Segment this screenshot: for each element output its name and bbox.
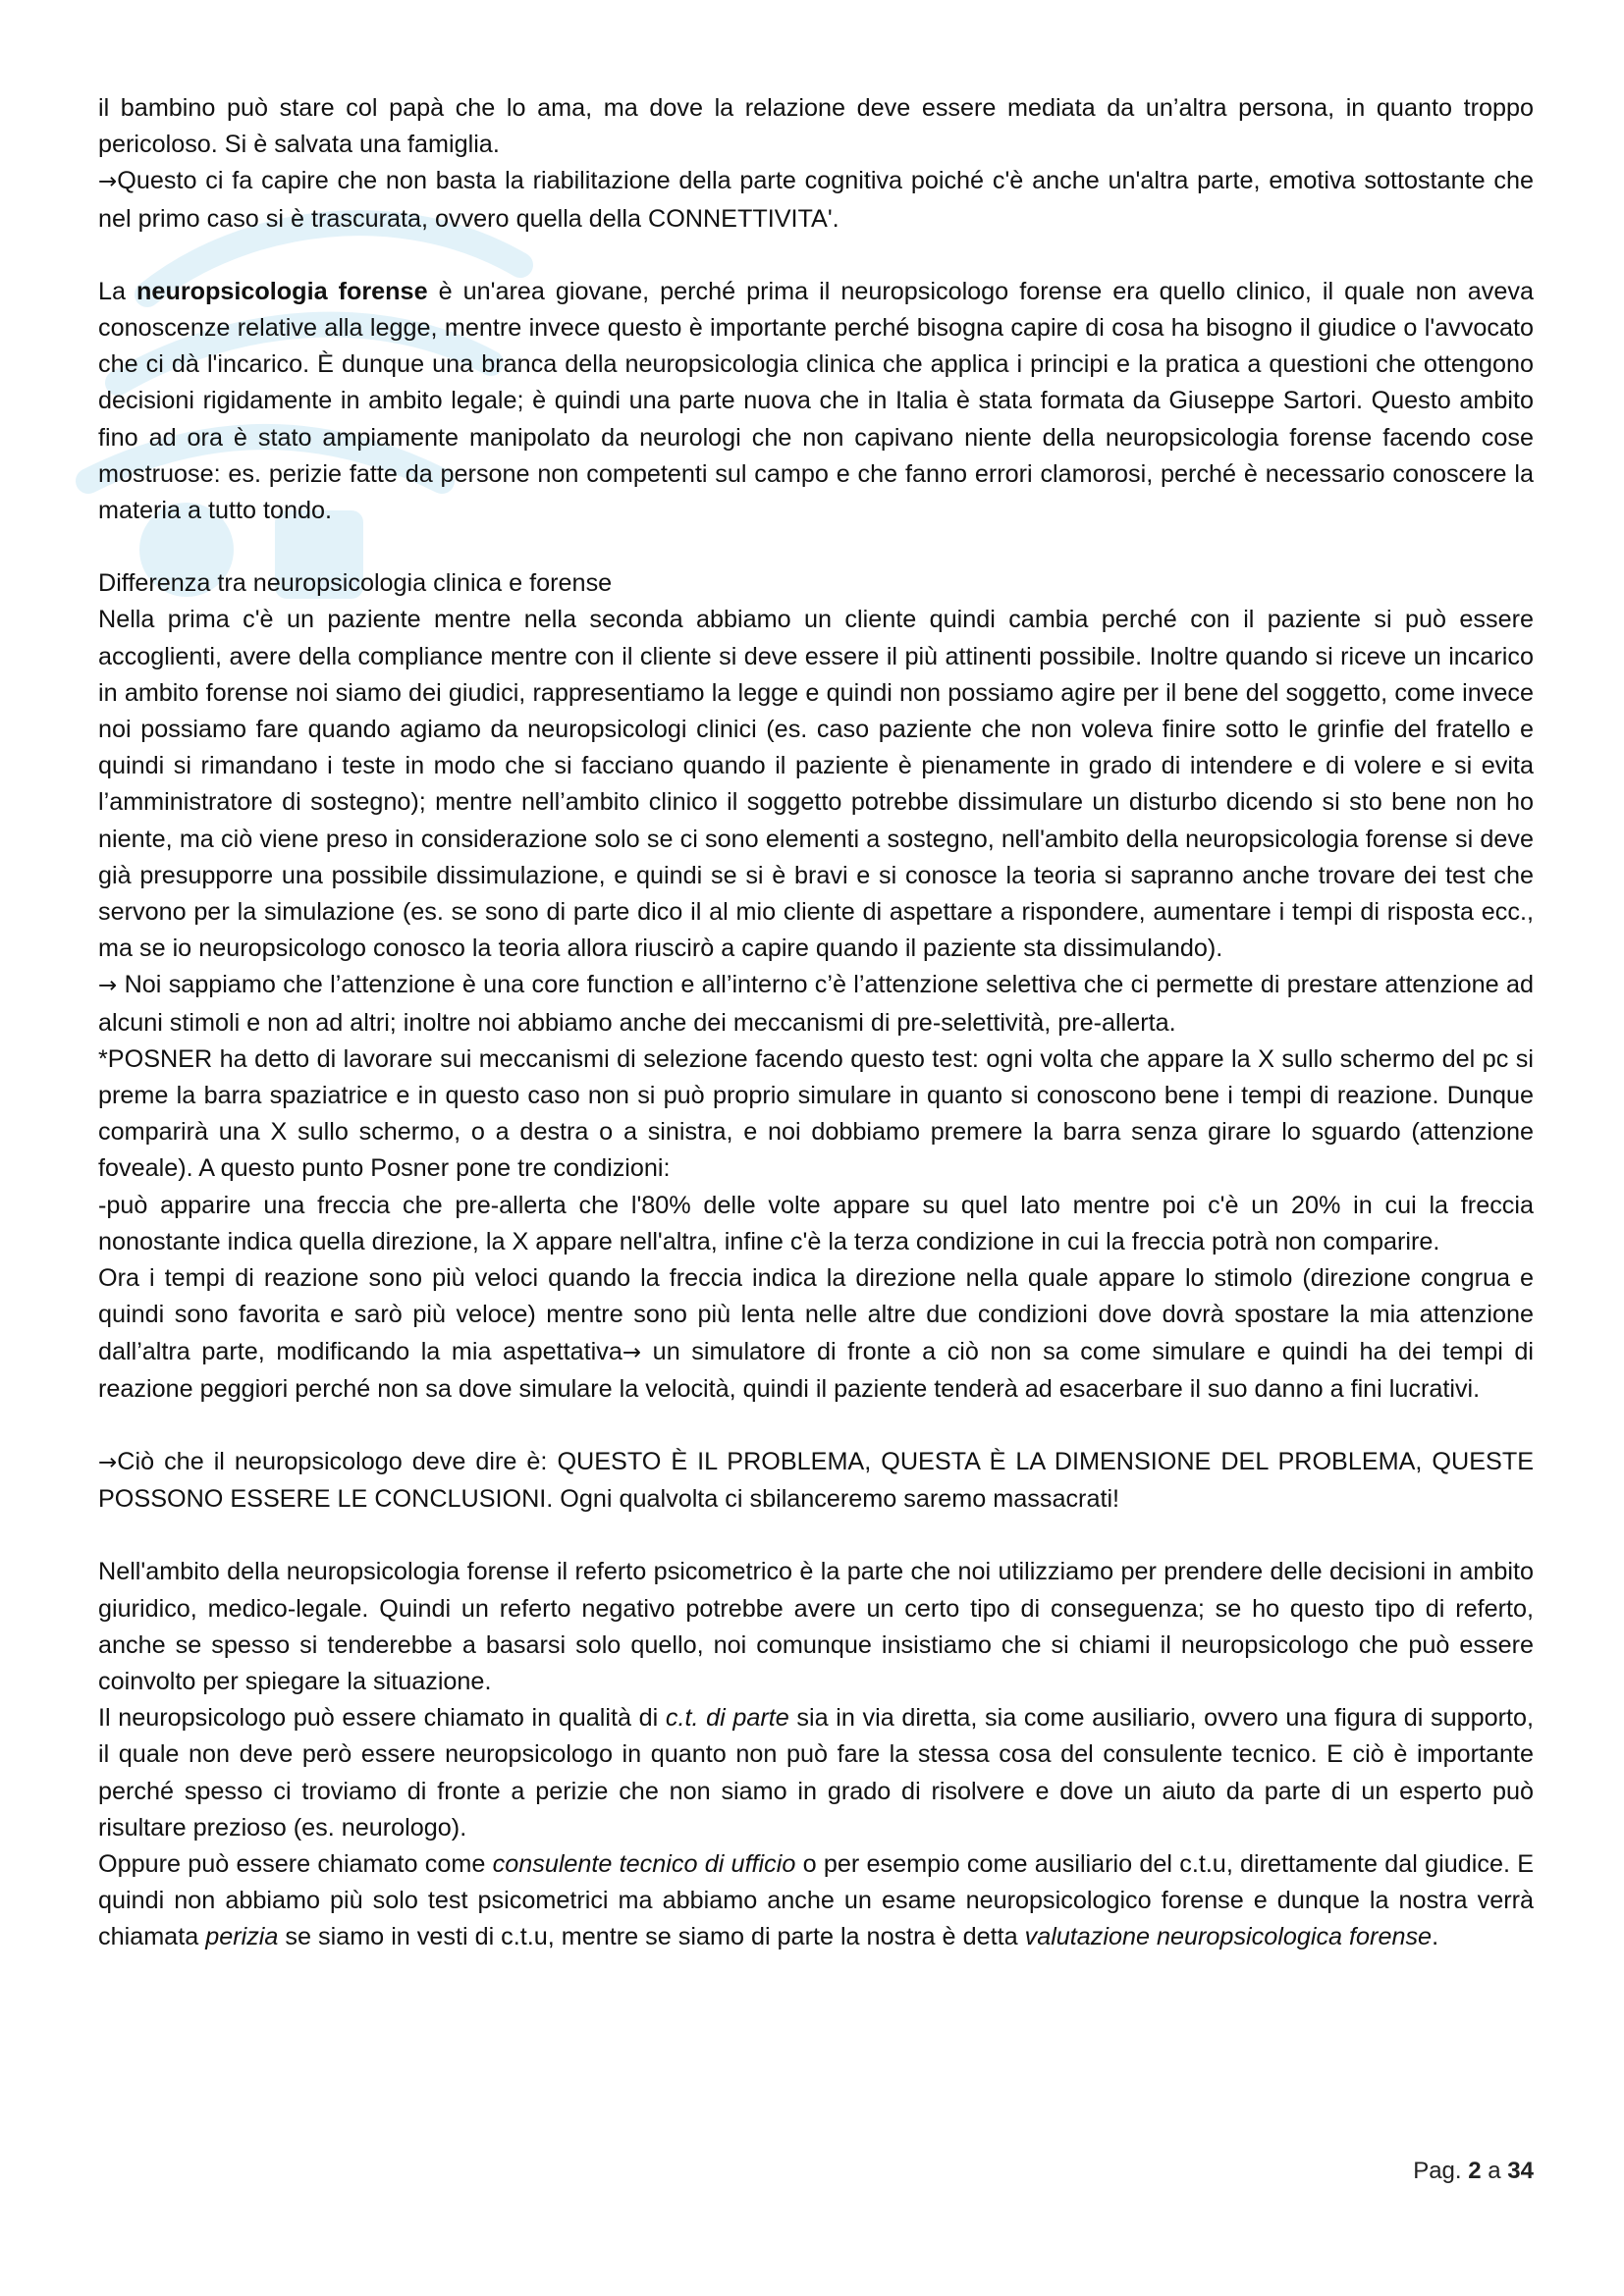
section-heading-difference: Differenza tra neuropsicologia clinica e forense (98, 569, 613, 598)
document-body (98, 90, 1534, 1956)
text-intro-prefix: La (98, 277, 137, 305)
paragraph-difference: Nella prima c'è un paziente mentre nella seconda abbiamo un cliente quindi cambia perché con il paziente si può essere accoglienti, avere della compliance mentre con il cliente si deve essere il più attinenti possibile. Inoltre quando si riceve un incarico in ambito forense noi siamo dei giudici, rappresentiamo la legge e quindi non possiamo agire per il bene del soggetto, come invece noi possiamo fare quando agiamo da neuropsicologi clinici (es. caso paziente che non voleva finire sotto le grinfie del fratello e quindi si rimandano i teste in modo che si facciano quando il paziente è pienamente in grado di intendere e di volere e si evita l’amministratore di sostegno); mentre nell’ambito clinico il soggetto potrebbe dissimulare un disturbo dicendo si sto bene non ho niente, ma ciò viene preso in considerazione solo se ci sono elementi a sostegno, nell'ambito della neuropsicologia forense si deve già presupporre una possibile dissimulazione, e quindi se si è bravi e si conosce la teoria si sapranno anche trovare dei test che servono per la simulazione (es. se sono di parte dico il al mio cliente di aspettare a rispondere, aumentare i tempi di risposta ecc., ma se io neuropsicologo conosco la teoria allora riuscirò a capire quando il paziente sta dissimulando). (98, 606, 1534, 963)
current-page: 2 (1468, 2158, 1482, 2184)
page-sep: a (1481, 2158, 1508, 2184)
text-ctu-mid2: se siamo in vesti di c.t.u, mentre se siamo di parte la nostra è detta (278, 1923, 1025, 1951)
paragraph-conditions: -può apparire una freccia che pre-allerta che l'80% delle volte appare su quel lato mentre poi c'è un 20% in cui la freccia nonostante indica quella direzione, la X appare nell'altra, infine c'è la terza condizione in cui la freccia potrà non comparire. (98, 1191, 1534, 1255)
term-valutazione: valutazione neuropsicologica forense (1024, 1923, 1433, 1951)
total-pages: 34 (1507, 2158, 1534, 2184)
text-reaction-post: un simulatore di fronte a ciò non sa come simulare e quindi ha dei tempi di reazione peggiori perché non sa dove simulare la velocità, quindi il paziente tenderà ad esacerbare il suo danno a fini lucrativi. (98, 1337, 1534, 1403)
text-ct-prefix: Il neuropsicologo può essere chiamato in qualità di (98, 1704, 666, 1733)
paragraph-forensic-intro (98, 274, 1534, 529)
text-connectivity: Questo ci fa capire che non basta la riabilitazione della parte cognitiva poiché c'è anche un'altra parte, emotiva sottostante che nel primo caso si è trascurata, ovvero quella della CONNETTIVITA'. (98, 167, 1534, 233)
term-ct-di-parte: c.t. di parte (665, 1704, 789, 1733)
arrow-icon: → (98, 973, 118, 999)
page-prefix: Pag. (1413, 2158, 1469, 2184)
arrow-icon: → (98, 1449, 118, 1475)
text-ctu-mid: o per esempio come ausiliario del c.t.u, direttamente dal giudice. E quindi non abbiamo più solo test psicometrici ma abbiamo anche un esame neuropsicologico forense e dunque la nostra verrà chiamata (98, 1849, 1534, 1951)
paragraph-reaction-times (98, 1260, 1534, 1408)
text-reaction-pre: Ora i tempi di reazione sono più veloci quando la freccia indica la direzione nella quale appare lo stimolo (direzione congrua e quindi sono favorita e sarò più veloce) mentre sono più lenta nelle altre due condizioni dove dovrà spostare la mia attenzione dall’altra parte, modificando la mia aspettativa (98, 1264, 1534, 1365)
paragraph-referto: Nell'ambito della neuropsicologia forense il referto psicometrico è la parte che noi utilizziamo per prendere delle decisioni in ambito giuridico, medico-legale. Quindi un referto negativo potrebbe avere un certo tipo di conseguenza; se ho questo tipo di referto, anche se spesso si tenderebbe a basarsi solo quello, noi comunque insistiamo che si chiami il neuropsicologo che può essere coinvolto per spiegare la situazione. (98, 1558, 1534, 1695)
text-family-saved: il bambino può stare col papà che lo ama, ma dove la relazione deve essere mediata da un’altra persona, in quanto troppo pericoloso. Si è salvata una famiglia. (98, 94, 1534, 159)
arrow-icon: → (98, 169, 118, 195)
term-neuropsicologia-forense: neuropsicologia forense (136, 277, 428, 305)
paragraph-posner: *POSNER ha detto di lavorare sui meccanismi di selezione facendo questo test: ogni volta che appare la X sullo schermo del pc si preme la barra spaziatrice e in questo caso non si può proprio simulare in quanto si conoscono bene i tempi di reazione. Dunque comparirà una X sullo schermo, o a destra o a sinistra, e noi dobbiamo premere la barra senza girare lo sguardo (attenzione foveale). A questo punto Posner pone tre condizioni: (98, 1044, 1534, 1183)
page-number (1413, 2158, 1534, 2185)
term-consulente-tecnico: consulente tecnico di ufficio (492, 1849, 796, 1878)
text-conclusion: Ciò che il neuropsicologo deve dire è: QUESTO È IL PROBLEMA, QUESTA È LA DIMENSIONE DEL PROBLEMA, QUESTE POSSONO ESSERE LE CONCLUSIONI. Ogni qualvolta ci sbilanceremo saremo massacrati! (98, 1447, 1534, 1514)
text-ctu-prefix: Oppure può essere chiamato come (98, 1849, 493, 1878)
paragraph-family (98, 90, 1534, 238)
term-perizia: perizia (205, 1923, 279, 1951)
text-intro-body: è un'area giovane, perché prima il neuropsicologo forense era quello clinico, il quale non aveva conoscenze relative alla legge, mentre invece questo è importante perché bisogna capire di cosa ha bisogno il giudice o l'avvocato che ci dà l'incarico. È dunque una branca della neuropsicologia clinica che applica i principi e la pratica a questioni che ottengono decisioni rigidamente in ambito legale; è quindi una parte nuova che in Italia è stata formata da Giuseppe Sartori. Questo ambito fino ad ora è stato ampiamente manipolato da neurologi che non capivano niente della neuropsicologia forense facendo cose mostruose: es. perizie fatte da persone non competenti sul campo e che fanno errori clamorosi, perché è necessario conoscere la materia a tutto tondo. (98, 277, 1535, 525)
text-ct-body: sia in via diretta, sia come ausiliario, ovvero una figura di supporto, il quale non deve però essere neuropsicologo in quanto non può fare la stessa cosa del consulente tecnico. E ciò è importante perché spesso ci troviamo di fronte a perizie che non siamo in grado di risolvere e dove un aiuto da parte di un esperto può risultare prezioso (es. neurologo). (98, 1704, 1534, 1842)
paragraph-ctu (98, 1846, 1534, 1956)
text-ctu-end: . (1432, 1923, 1439, 1951)
arrow-icon: → (622, 1339, 642, 1365)
paragraph-ct-di-parte (98, 1700, 1534, 1846)
paragraph-conclusion (98, 1444, 1534, 1518)
paragraph-attention (98, 967, 1534, 1041)
text-attention: Noi sappiamo che l’attenzione è una core function e all’interno c’è l’attenzione selettiva che ci permette di prestare attenzione ad alcuni stimoli e non ad altri; inoltre noi abbiamo anche dei meccanismi di pre-selettività, pre-allerta. (98, 971, 1534, 1037)
